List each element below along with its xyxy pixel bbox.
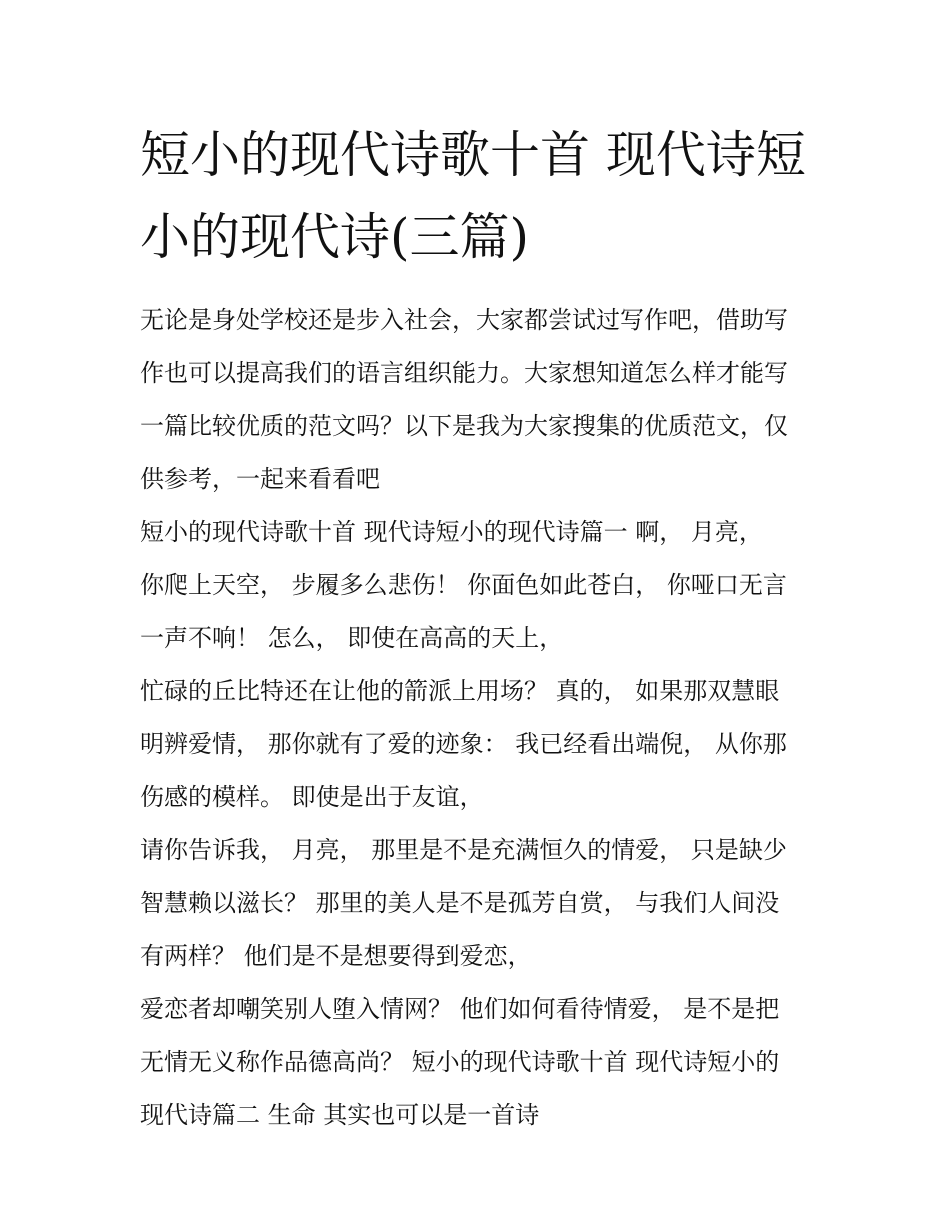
text-line: 请你告诉我， 月亮， 那里是不是充满恒久的情爱， 只是缺少 [140,836,787,864]
title-line: 小的现代诗(三篇) [140,208,530,266]
intro-paragraph [140,294,820,506]
text-line: 无情无义称作品德高尚？ 短小的现代诗歌十首 现代诗短小的 [140,1048,780,1076]
text-line: 有两样？ 他们是不是想要得到爱恋， [140,942,532,970]
text-line: 一篇比较优质的范文吗？以下是我为大家搜集的优质范文，仅 [140,412,788,440]
text-line: 伤感的模样。 即使是出于友谊， [140,783,484,811]
text-line: 短小的现代诗歌十首 现代诗短小的现代诗篇一 啊， 月亮， [140,518,763,546]
text-line: 作也可以提高我们的语言组织能力。大家想知道怎么样才能写 [140,359,788,387]
text-line: 智慧赖以滋长？ 那里的美人是不是孤芳自赏， 与我们人间没 [140,889,780,917]
document-title [140,114,820,278]
text-line: 供参考，一起来看看吧 [140,465,380,493]
document-page [140,114,820,1142]
text-line: 你爬上天空， 步履多么悲伤！ 你面色如此苍白， 你哑口无言 [140,571,787,599]
text-line: 现代诗篇二 生命 其实也可以是一首诗 [140,1101,540,1129]
title-line: 短小的现代诗歌十首 现代诗短 [140,126,806,184]
text-line: 忙碌的丘比特还在让他的箭派上用场？ 真的， 如果那双慧眼 [140,677,780,705]
text-line: 无论是身处学校还是步入社会，大家都尝试过写作吧，借助写 [140,306,788,334]
text-line: 爱恋者却嘲笑别人堕入情网？ 他们如何看待情爱， 是不是把 [140,995,780,1023]
poem-body [140,506,820,1142]
text-line: 一声不响！ 怎么， 即使在高高的天上， [140,624,564,652]
text-line: 明辨爱情， 那你就有了爱的迹象： 我已经看出端倪， 从你那 [140,730,787,758]
